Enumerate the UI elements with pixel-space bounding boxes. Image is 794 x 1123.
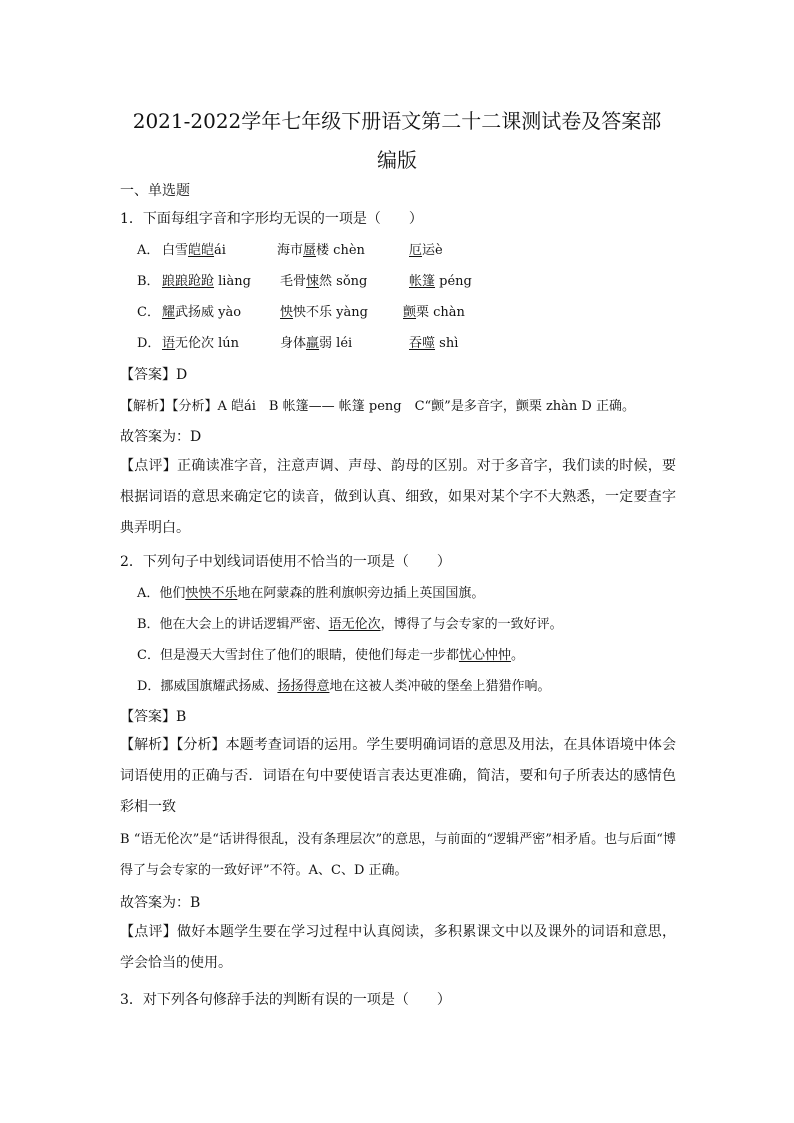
- q1-option-a-label: A．: [137, 243, 160, 258]
- q1-option-c-label: C．: [137, 305, 160, 320]
- q1-analysis: 【解析】【分析】A 皑ái B 帐篷—— 帐篷 peng C“颤”是多音字，颤栗 zhàn D 正确。: [120, 399, 635, 414]
- q1-stem: 1．下面每组字音和字形均无误的一项是（ ）: [120, 211, 423, 227]
- q1-comment: 【点评】正确读准字音，注意声调、声母、韵母的区别。对于多音字，我们读的时候，要根据词语的意思来确定它的读音，做到认真、细致，如果对某个字不大熟悉，一定要查字典弄明白。: [120, 458, 676, 536]
- q2-comment: 【点评】做好本题学生要在学习过程中认真阅读，多积累课文中以及课外的词语和意思，学会恰当的使用。: [120, 924, 676, 971]
- q1-option-d-item-2: 身体羸弱 léi: [280, 336, 353, 351]
- q2-stem: 2．下列句子中划线词语使用不恰当的一项是（ ）: [120, 554, 451, 570]
- q1-option-a-item-2: 海市蜃楼 chèn: [277, 243, 365, 258]
- q1-option-b-label: B．: [137, 274, 160, 289]
- q1-option-c-item-1: 耀武扬威 yào: [162, 305, 242, 320]
- q1-answer: 【答案】D: [120, 367, 188, 383]
- q1-option-d-label: D．: [137, 336, 161, 351]
- q2-answer: 【答案】B: [120, 709, 187, 725]
- q2-option-a: A．他们怏怏不乐地在阿蒙森的胜利旗帜旁边插上英国国旗。: [137, 586, 485, 601]
- q2-analysis-detail: B “语无伦次”是“话讲得很乱，没有条理层次”的意思，与前面的“逻辑严密”相矛盾。也与后面“博得了与会专家的一致好评”不符。A、C、D 正确。: [120, 832, 676, 878]
- q1-option-b-item-3: 帐篷 péng: [409, 274, 472, 289]
- q1-option-b-item-1: 踉踉跄跄 liàng: [162, 274, 251, 289]
- q3-stem: 3．对下列各句修辞手法的判断有误的一项是（ ）: [120, 992, 451, 1008]
- q2-option-b: B．他在大会上的讲话逻辑严密、语无伦次，博得了与会专家的一致好评。: [137, 617, 563, 632]
- q1-option-a-item-1: 白雪皑皑ái: [162, 243, 226, 258]
- q2-conclusion: 故答案为：B: [120, 895, 201, 911]
- q1-option-c-item-3: 颤栗 chàn: [403, 305, 465, 320]
- q1-option-b-item-2: 毛骨悚然 sǒng: [280, 274, 368, 289]
- q1-option-c-item-2: 怏怏不乐 yàng: [280, 305, 368, 320]
- document-title-line-2: 编版: [377, 148, 417, 172]
- q1-conclusion: 故答案为：D: [120, 429, 202, 445]
- q1-option-a-item-3: 厄运è: [409, 243, 443, 258]
- section-heading: 一、单选题: [120, 183, 190, 199]
- q2-option-c: C．但是漫天大雪封住了他们的眼睛，使他们每走一步都忧心忡忡。: [137, 648, 524, 663]
- q2-option-d: D．挪威国旗耀武扬威、扬扬得意地在这被人类冲破的堡垒上猎猎作响。: [137, 679, 551, 694]
- document-title-line-1: 2021-2022学年七年级下册语文第二十二课测试卷及答案部: [132, 109, 662, 133]
- q1-option-d-item-1: 语无伦次 lún: [162, 336, 240, 351]
- q2-analysis: 【解析】【分析】本题考查词语的运用。学生要明确词语的意思及用法，在具体语境中体会词语使用的正确与否．词语在句中要使语言表达更准确，简洁，要和句子所表达的感情色彩相一致: [120, 737, 676, 815]
- q1-option-d-item-3: 吞噬 shì: [409, 336, 459, 351]
